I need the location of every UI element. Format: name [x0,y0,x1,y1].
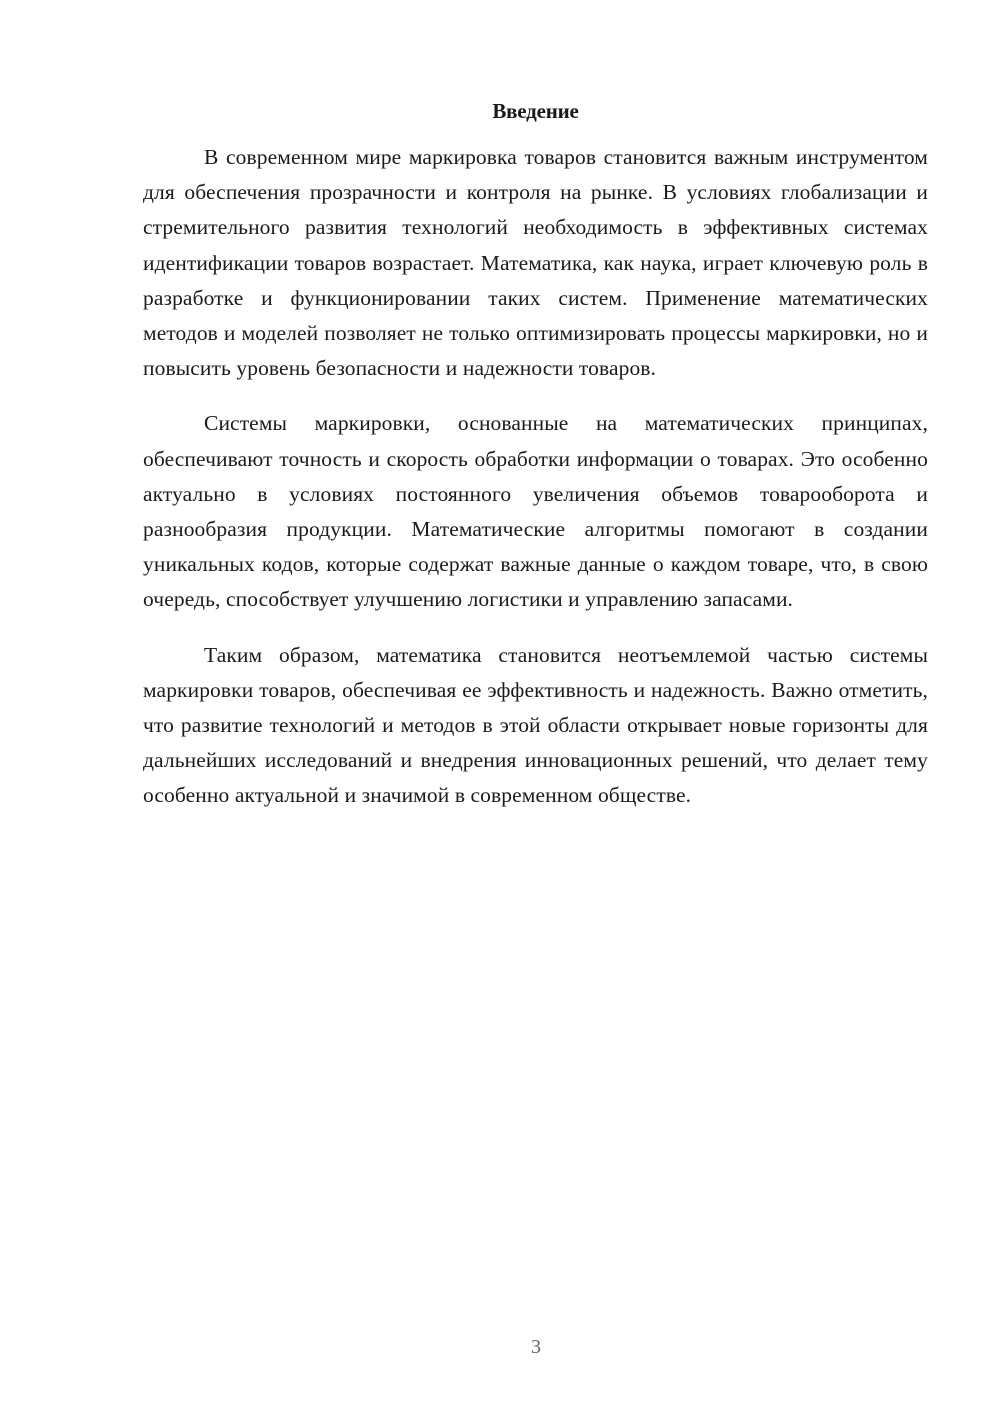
paragraph: В современном мире маркировка товаров становится важным инструментом для обеспечения прозрачности и контроля на рынке. В условиях глобализации и стремительного развития технологий необходимость в эффективных системах идентификации товаров возрастает. Математика, как наука, играет ключевую роль в разработке и функционировании таких систем. Применение математических методов и моделей позволяет не только оптимизировать процессы маркировки, но и повысить уровень безопасности и надежности товаров. [143,145,928,381]
paragraph: Таким образом, математика становится неотъемлемой частью системы маркировки товаров, обеспечивая ее эффективность и надежность. Важно отметить, что развитие технологий и методов в этой области открывает новые горизонты для дальнейших исследований и внедрения инновационных решений, что делает тему особенно актуальной и значимой в современном обществе. [143,642,928,808]
page-content [143,96,928,834]
paragraph: Системы маркировки, основанные на математических принципах, обеспечивают точность и скорость обработки информации о товарах. Это особенно актуально в условиях постоянного увеличения объемов товарооборота и разнообразия продукции. Математические алгоритмы помогают в создании уникальных кодов, которые содержат важные данные о каждом товаре, что, в свою очередь, способствует улучшению логистики и управлению запасами. [143,411,928,612]
section-title: Введение [492,99,579,123]
page-number: 3 [531,1336,541,1358]
